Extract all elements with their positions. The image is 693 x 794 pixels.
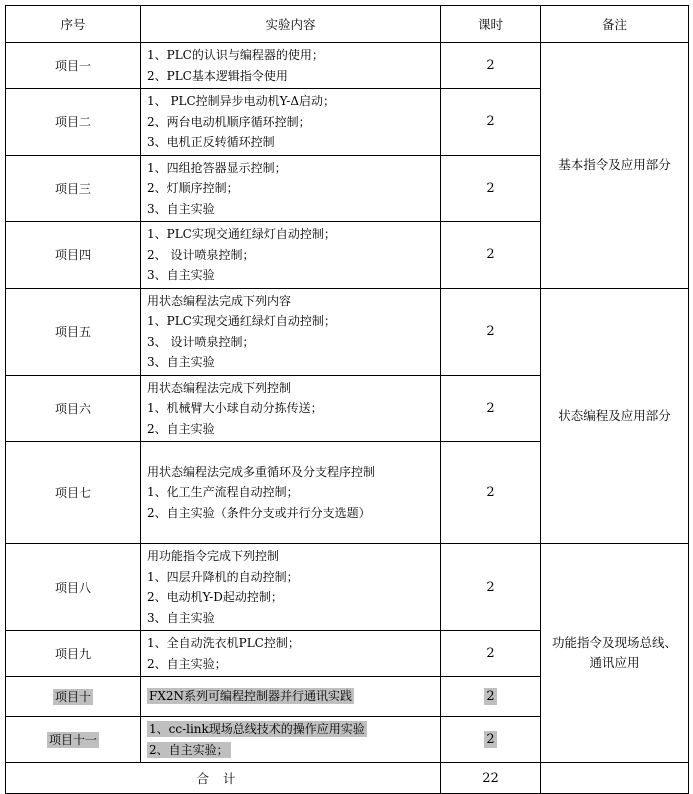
total-label: 合计 [6,763,441,794]
row-hours: 2 [441,717,541,763]
row-seq: 项目一 [6,43,141,89]
row-content: 1、四组抢答器显示控制； 2、灯顺序控制； 3、自主实验 [141,155,441,222]
row-content: 用状态编程法完成多重循环及分支程序控制 1、化工生产流程自动控制； 2、自主实验（条件分支或并行分支选题） [141,442,441,544]
row-hours: 2 [441,375,541,442]
row-content: 1、 PLC控制异步电动机Y-Δ启动； 2、两台电动机顺序循环控制； 3、电机正反转循环控制 [141,89,441,156]
course-table [5,5,689,794]
row-content: 1、PLC的认识与编程器的使用； 2、PLC基本逻辑指令使用 [141,43,441,89]
row-content: FX2N系列可编程控制器并行通讯实践 [141,677,441,717]
row-content: 用状态编程法完成下列内容 1、PLC实现交通红绿灯自动控制； 3、 设计喷泉控制； 3、自主实验 [141,288,441,375]
table-row [6,43,689,89]
remark-basic: 基本指令及应用部分 [541,43,689,289]
total-remark-empty [541,763,689,794]
header-seq: 序号 [6,6,141,43]
row-content: 用功能指令完成下列控制 1、四层升降机的自动控制； 2、电动机Y-D起动控制； 3、自主实验 [141,544,441,631]
row-hours: 2 [441,631,541,677]
header-content: 实验内容 [141,6,441,43]
row-seq: 项目五 [6,288,141,375]
row-hours: 2 [441,43,541,89]
header-remark: 备注 [541,6,689,43]
row-content: 用状态编程法完成下列控制 1、机械臂大小球自动分拣传送； 2、自主实验 [141,375,441,442]
table-row [6,544,689,631]
remark-state: 状态编程及应用部分 [541,288,689,544]
row-seq: 项目六 [6,375,141,442]
row-hours: 2 [441,89,541,156]
row-hours: 2 [441,222,541,289]
row-content: 1、cc-link现场总线技术的操作应用实验 2、自主实验； [141,717,441,763]
remark-function: 功能指令及现场总线、通讯应用 [541,544,689,763]
row-seq: 项目九 [6,631,141,677]
header-hours: 课时 [441,6,541,43]
row-content: 1、PLC实现交通红绿灯自动控制； 2、 设计喷泉控制； 3、自主实验 [141,222,441,289]
header-row [6,6,689,43]
row-seq: 项目七 [6,442,141,544]
row-hours: 2 [441,288,541,375]
total-row [6,763,689,794]
row-hours: 2 [441,677,541,717]
row-hours: 2 [441,544,541,631]
row-seq: 项目十一 [6,717,141,763]
total-hours: 22 [441,763,541,794]
row-seq: 项目十 [6,677,141,717]
row-hours: 2 [441,442,541,544]
row-seq: 项目二 [6,89,141,156]
row-seq: 项目八 [6,544,141,631]
row-seq: 项目三 [6,155,141,222]
row-content: 1、全自动洗衣机PLC控制； 2、自主实验； [141,631,441,677]
row-hours: 2 [441,155,541,222]
row-seq: 项目四 [6,222,141,289]
table-row [6,288,689,375]
